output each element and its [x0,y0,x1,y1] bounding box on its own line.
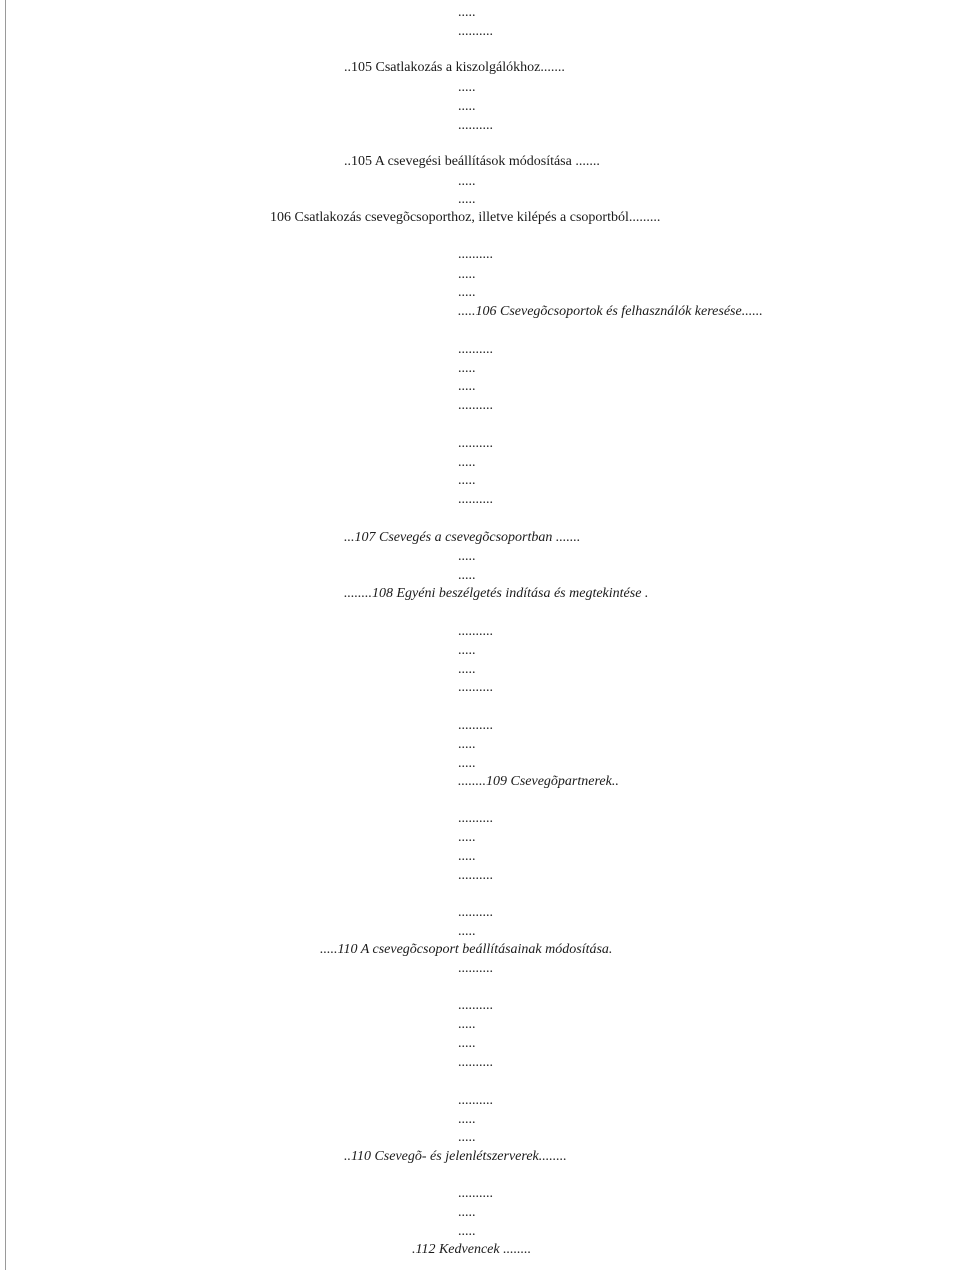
dot-leader: .......... [458,492,493,507]
dot-leader: ..... [458,643,476,658]
page-left-border [5,0,6,1270]
dot-leader: ..... [458,1130,476,1145]
dot-leader: ..... [458,756,476,771]
dot-leader: .......... [458,1093,493,1108]
dot-leader: ..... [458,267,476,282]
dot-leader: ..... [458,568,476,583]
dot-leader: ..... [458,99,476,114]
toc-entry-csevegocsoportok-kereses: .....106 Csevegõcsoportok és felhasználók keresése...... [458,304,763,319]
toc-entry-csevego-jelenletszerverek: ..110 Csevegõ- és jelenlétszerverek........ [344,1149,567,1164]
toc-entry-csevegocsoport-beallitasai: .....110 A csevegõcsoport beállításainak módosítása. [320,942,613,957]
dot-leader: ..... [458,5,476,20]
dot-leader: ..... [458,1112,476,1127]
dot-leader: ..... [458,285,476,300]
toc-entry-kedvencek: .112 Kedvencek ........ [412,1242,532,1257]
toc-entry-csevegesi-beallitasok: ..105 A csevegési beállítások módosítása ....... [344,154,600,169]
dot-leader: ..... [458,549,476,564]
toc-entry-csevegopartnerek: ........109 Csevegõpartnerek.. [458,774,619,789]
dot-leader: .......... [458,998,493,1013]
dot-leader: ..... [458,361,476,376]
dot-leader: ..... [458,737,476,752]
dot-leader: .......... [458,1055,493,1070]
dot-leader: .......... [458,118,493,133]
dot-leader: ..... [458,1224,476,1239]
toc-entry-csevegés-csoportban: ...107 Csevegés a csevegõcsoportban ....... [344,530,581,545]
dot-leader: ..... [458,849,476,864]
dot-leader: ..... [458,1036,476,1051]
dot-leader: ..... [458,379,476,394]
dot-leader: ..... [458,830,476,845]
dot-leader: .......... [458,1186,493,1201]
toc-entry-csatlakozas-csevegocsoporthoz: 106 Csatlakozás csevegõcsoporthoz, illetve kilépés a csoportból......... [270,210,661,225]
toc-entry-egyeni-beszelgetes: ........108 Egyéni beszélgetés indítása és megtekintése . [344,586,649,601]
dot-leader: .......... [458,624,493,639]
dot-leader: .......... [458,680,493,695]
dot-leader: ..... [458,455,476,470]
toc-entry-csatlakozas-kiszolgalokhoz: ..105 Csatlakozás a kiszolgálókhoz....... [344,60,565,75]
dot-leader: .......... [458,247,493,262]
dot-leader: .......... [458,811,493,826]
dot-leader: .......... [458,342,493,357]
dot-leader: .......... [458,868,493,883]
dot-leader: .......... [458,436,493,451]
dot-leader: ..... [458,662,476,677]
dot-leader: ..... [458,174,476,189]
dot-leader: .......... [458,961,493,976]
dot-leader: .......... [458,905,493,920]
dot-leader: .......... [458,398,493,413]
dot-leader: .......... [458,24,493,39]
dot-leader: .......... [458,718,493,733]
dot-leader: ..... [458,924,476,939]
dot-leader: ..... [458,1205,476,1220]
dot-leader: ..... [458,473,476,488]
dot-leader: ..... [458,1017,476,1032]
dot-leader: ..... [458,80,476,95]
dot-leader: ..... [458,192,476,207]
